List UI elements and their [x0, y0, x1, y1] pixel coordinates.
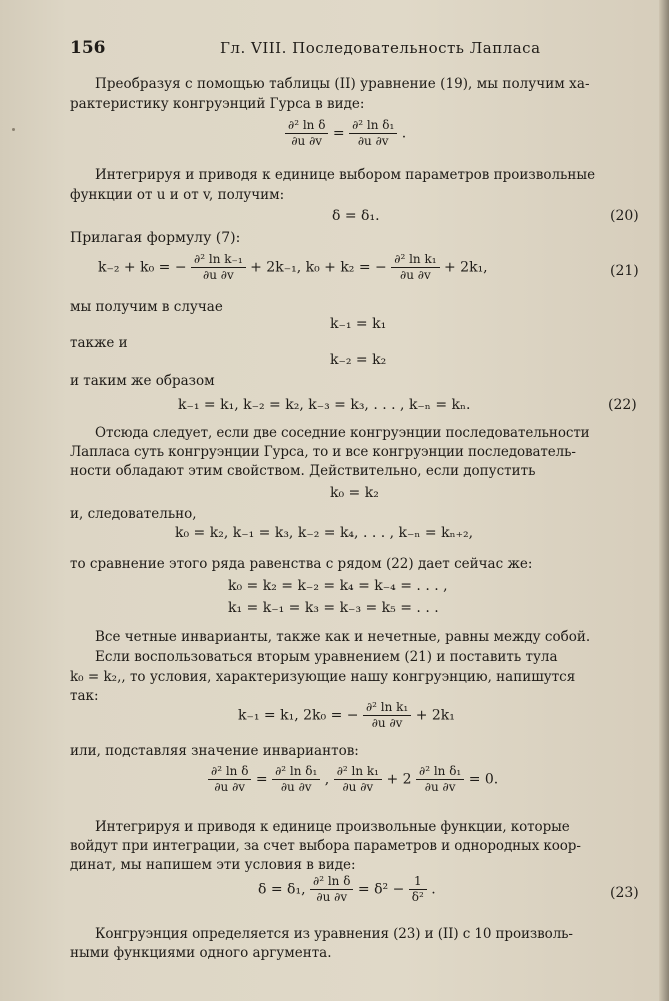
fraction-numerator: ∂² ln δ₁ [349, 118, 397, 134]
text-line: Все четные инварианты, также как и нечетные, равны между собой. [95, 629, 591, 645]
text-line: то сравнение этого ряда равенства с рядом (22) дает сейчас же: [70, 556, 533, 572]
text-line: и таким же образом [70, 373, 215, 389]
text-line: также и [70, 335, 128, 351]
text-line: и, следовательно, [70, 506, 197, 522]
text-line: функции от u и от v, получим: [70, 187, 285, 203]
fraction-numerator: ∂² ln δ₁ [272, 764, 320, 780]
equation-number: (21) [610, 263, 639, 279]
fraction-denominator: ∂u ∂v [280, 780, 312, 794]
running-title: Гл. VIII. Последовательность Лапласа [220, 39, 541, 57]
text-line: Интегрируя и приводя к единице произвольные функции, которые [95, 819, 570, 835]
text-line: динат, мы напишем эти условия в виде: [70, 857, 356, 873]
equation-part: = 0. [468, 771, 499, 788]
fraction-numerator: ∂² ln k₋₁ [191, 252, 246, 268]
text-line: Лапласа суть конгруэнции Гурса, то и все конгруэнции последователь- [70, 444, 576, 460]
equation-number: (20) [610, 208, 639, 224]
fraction-denominator: ∂u ∂v [400, 268, 431, 282]
inline-math: k₀ = k₂, [70, 669, 122, 685]
text-line: войдут при интеграции, за счет выбора параметров и однородных коор- [70, 838, 581, 854]
equation-goursat [285, 118, 406, 149]
equation-even-invariants: k₀ = k₂ = k₋₂ = k₄ = k₋₄ = . . . , [228, 578, 448, 594]
fraction-denominator: ∂u ∂v [202, 268, 234, 282]
fraction-numerator: ∂² ln δ [208, 764, 251, 780]
text-line: рактеристику конгруэнций Гурса в виде: [70, 96, 365, 112]
text-line: ными функциями одного аргумента. [70, 945, 332, 961]
equation-part: δ = δ₁, [258, 881, 306, 898]
fraction-denominator: ∂u ∂v [357, 134, 389, 148]
equation-part: = δ² − [357, 881, 405, 898]
equation-line: k₋₂ = k₂ [330, 352, 387, 368]
equals-sign: = [255, 771, 268, 788]
equation-part: k₋₁ = k₁, 2k₀ = − [238, 707, 359, 724]
text-line: мы получим в случае [70, 299, 223, 315]
equation-20: δ = δ₁. [332, 208, 380, 224]
fraction-denominator: ∂u ∂v [214, 780, 246, 794]
equation-substituted [208, 764, 498, 795]
period: . [431, 881, 436, 898]
page-number: 156 [70, 38, 106, 58]
text-fragment: , то условия, характеризующие нашу конгруэнцию, напишутся [121, 669, 576, 685]
equation-23 [258, 874, 436, 905]
equation-line: k₋₁ = k₁ [330, 316, 387, 332]
equation-line: k₀ = k₂ [330, 485, 379, 501]
equation-21 [98, 252, 488, 283]
fraction-numerator: ∂² ln k₁ [391, 252, 439, 268]
text-line: так: [70, 688, 99, 704]
equation-odd-invariants: k₁ = k₋₁ = k₃ = k₋₃ = k₅ = . . . [228, 600, 439, 616]
text-line: или, подставляя значение инвариантов: [70, 743, 359, 759]
paper-speck [12, 128, 15, 131]
text-line: Конгруэнция определяется из уравнения (23) и (II) с 10 произволь- [95, 926, 573, 942]
fraction-numerator: ∂² ln k₁ [363, 700, 411, 716]
equation-part: k₋₂ + k₀ = − [98, 259, 187, 276]
fraction-denominator: δ² [411, 890, 424, 904]
page-header [70, 38, 629, 58]
text-line: Преобразуя с помощью таблицы (II) уравнение (19), мы получим ха- [95, 76, 590, 92]
equation-part: + 2k₁ [415, 707, 455, 724]
period: . [401, 125, 407, 142]
fraction-denominator: ∂u ∂v [342, 780, 374, 794]
fraction-numerator: ∂² ln δ [310, 874, 353, 890]
fraction-denominator: ∂u ∂v [316, 890, 348, 904]
fraction-numerator: ∂² ln δ [285, 118, 328, 134]
equation-number: (23) [610, 885, 639, 901]
text-line: Отсюда следует, если две соседние конгруэнции последовательности [95, 425, 590, 441]
fraction-denominator: ∂u ∂v [371, 716, 403, 730]
text-line [70, 668, 575, 686]
fraction-numerator: 1 [409, 874, 427, 890]
equation-number: (22) [608, 397, 637, 413]
fraction-denominator: ∂u ∂v [424, 780, 456, 794]
equation-conditions [238, 700, 455, 731]
text-line: Прилагая формулу (7): [70, 230, 241, 246]
equation-part: + 2k₋₁, k₀ + k₂ = − [250, 259, 387, 276]
page-edge [659, 0, 669, 1001]
equation-part: + 2k₁, [444, 259, 488, 276]
fraction-numerator: ∂² ln δ₁ [416, 764, 464, 780]
fraction-numerator: ∂² ln k₁ [334, 764, 382, 780]
equals-sign: = [332, 125, 345, 142]
text-line: Если воспользоваться вторым уравнением (21) и поставить тула [95, 649, 558, 665]
text-line: Интегрируя и приводя к единице выбором параметров произвольные [95, 167, 596, 183]
fraction-denominator: ∂u ∂v [291, 134, 323, 148]
text-line: ности обладают этим свойством. Действительно, если допустить [70, 463, 536, 479]
equation-22: k₋₁ = k₁, k₋₂ = k₂, k₋₃ = k₃, . . . , k₋ₙ = kₙ. [178, 397, 471, 413]
comma: , [324, 771, 330, 788]
equation-part: + 2 [386, 771, 412, 788]
equation-chain: k₀ = k₂, k₋₁ = k₃, k₋₂ = k₄, . . . , k₋ₙ = kₙ₊₂, [175, 525, 474, 541]
